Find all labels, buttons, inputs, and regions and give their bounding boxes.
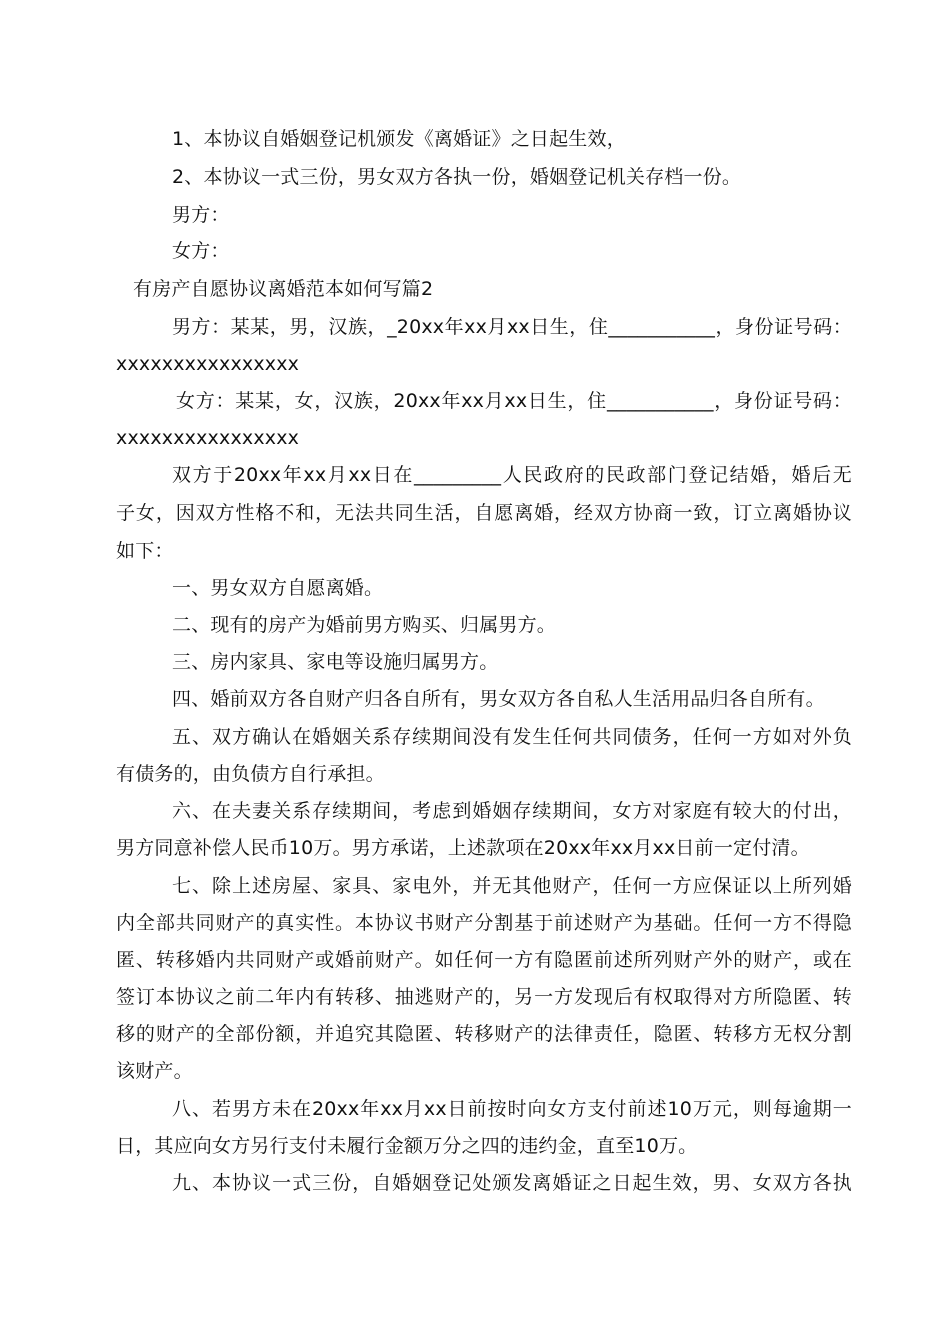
paragraph-line: 男方同意补偿人民币10万。男方承诺，上述款项在20xx年xx月xx日前一定付清。 <box>116 837 810 859</box>
agreement-item-2: 二、现有的房产为婚前男方购买、归属男方。 <box>172 614 557 636</box>
female-signature-label: 女方： <box>172 240 230 262</box>
agreement-item-9: 九、本协议一式三份，自婚姻登记处颁发离婚证之日起生效，男、女双方各执 <box>172 1172 852 1194</box>
agreement-item-7: 七、除上述房屋、家具、家电外，并无其他财产，任何一方应保证以上所列婚 <box>172 875 852 897</box>
agreement-item-4: 四、婚前双方各自财产归各自所有，男女双方各自私人生活用品归各自所有。 <box>172 688 825 710</box>
paragraph-line: 有债务的，由负债方自行承担。 <box>116 763 385 785</box>
paragraph-line: 签订本协议之前二年内有转移、抽逃财产的，另一方发现后有权取得对方所隐匿、转 <box>116 986 852 1008</box>
paragraph-line: 移的财产的全部份额，并追究其隐匿、转移财产的法律责任，隐匿、转移方无权分割 <box>116 1023 852 1045</box>
female-id-number: xxxxxxxxxxxxxxxx <box>116 427 300 449</box>
agreement-item-5: 五、双方确认在婚姻关系存续期间没有发生任何共同债务，任何一方如对外负 <box>172 726 852 748</box>
male-party-info: 男方：某某，男，汉族，_20xx年xx月xx日生，住___________，身份证号码： <box>172 316 852 338</box>
female-party-info: 女方：某某，女，汉族，20xx年xx月xx日生，住___________，身份证号码： <box>176 390 852 412</box>
male-signature-label: 男方： <box>172 204 230 226</box>
paragraph-line: 双方于20xx年xx月xx日在_________人民政府的民政部门登记结婚，婚后无 <box>172 464 852 486</box>
agreement-item-3: 三、房内家具、家电等设施归属男方。 <box>172 651 499 673</box>
male-id-number: xxxxxxxxxxxxxxxx <box>116 353 300 375</box>
paragraph-line: 子女，因双方性格不和，无法共同生活，自愿离婚，经双方协商一致，订立离婚协议 <box>116 502 852 524</box>
paragraph-line: 内全部共同财产的真实性。本协议书财产分割基于前述财产为基础。任何一方不得隐 <box>116 912 852 934</box>
agreement-item-8: 八、若男方未在20xx年xx月xx日前按时向女方支付前述10万元，则每逾期一 <box>172 1098 852 1120</box>
agreement-item-1: 一、男女双方自愿离婚。 <box>172 577 384 599</box>
clause-1-line: 1、本协议自婚姻登记机颁发《离婚证》之日起生效， <box>172 128 626 150</box>
section-title: 有房产自愿协议离婚范本如何写篇2 <box>133 278 434 300</box>
paragraph-line: 如下： <box>116 540 174 562</box>
paragraph-line: 该财产。 <box>116 1060 193 1082</box>
paragraph-line: 匿、转移婚内共同财产或婚前财产。如任何一方有隐匿前述所列财产外的财产，或在 <box>116 949 852 971</box>
clause-2-line: 2、本协议一式三份，男女双方各执一份，婚姻登记机关存档一份。 <box>172 166 742 188</box>
agreement-item-6: 六、在夫妻关系存续期间，考虑到婚姻存续期间，女方对家庭有较大的付出， <box>172 800 852 822</box>
paragraph-line: 日，其应向女方另行支付未履行金额万分之四的违约金，直至10万。 <box>116 1135 698 1157</box>
